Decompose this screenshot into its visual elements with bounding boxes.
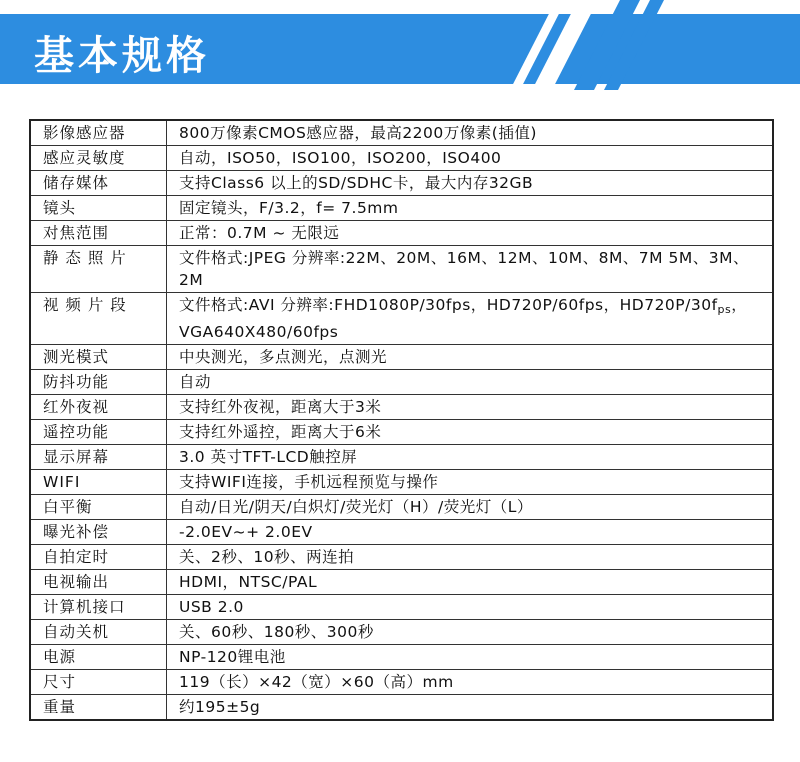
table-row bbox=[30, 246, 773, 293]
spec-value: NP-120锂电池 bbox=[167, 645, 774, 670]
spec-value: 关、60秒、180秒、300秒 bbox=[167, 620, 774, 645]
spec-label: WIFI bbox=[30, 470, 167, 495]
spec-label: 自动关机 bbox=[30, 620, 167, 645]
spec-label: 镜头 bbox=[30, 196, 167, 221]
spec-value: 800万像素CMOS感应器，最高2200万像素(插值) bbox=[167, 120, 774, 146]
spec-value: 正常：0.7M ~ 无限远 bbox=[167, 221, 774, 246]
table-row bbox=[30, 545, 773, 570]
spec-value: 固定镜头，F/3.2，f= 7.5mm bbox=[167, 196, 774, 221]
spec-value: 约195±5g bbox=[167, 695, 774, 721]
spec-label: 红外夜视 bbox=[30, 395, 167, 420]
spec-label: 计算机接口 bbox=[30, 595, 167, 620]
spec-value: -2.0EV~+ 2.0EV bbox=[167, 520, 774, 545]
table-row bbox=[30, 345, 773, 370]
spec-label: 电视输出 bbox=[30, 570, 167, 595]
table-row bbox=[30, 645, 773, 670]
table-row bbox=[30, 445, 773, 470]
table-row bbox=[30, 395, 773, 420]
spec-value: 中央测光，多点测光，点测光 bbox=[167, 345, 774, 370]
table-row bbox=[30, 120, 773, 146]
spec-label: 电源 bbox=[30, 645, 167, 670]
spec-value: HDMI，NTSC/PAL bbox=[167, 570, 774, 595]
spec-label: 感应灵敏度 bbox=[30, 146, 167, 171]
spec-label: 防抖功能 bbox=[30, 370, 167, 395]
table-row bbox=[30, 595, 773, 620]
spec-table bbox=[29, 119, 774, 721]
spec-label: 重量 bbox=[30, 695, 167, 721]
spec-value: 支持红外遥控，距离大于6米 bbox=[167, 420, 774, 445]
table-row bbox=[30, 146, 773, 171]
spec-value: 支持红外夜视，距离大于3米 bbox=[167, 395, 774, 420]
spec-label: 显示屏幕 bbox=[30, 445, 167, 470]
spec-label: 储存媒体 bbox=[30, 171, 167, 196]
table-row bbox=[30, 221, 773, 246]
spec-label: 静 态 照 片 bbox=[30, 246, 167, 293]
table-row bbox=[30, 520, 773, 545]
spec-label: 测光模式 bbox=[30, 345, 167, 370]
spec-label: 白平衡 bbox=[30, 495, 167, 520]
table-row bbox=[30, 495, 773, 520]
table-row bbox=[30, 420, 773, 445]
table-row bbox=[30, 620, 773, 645]
table-row bbox=[30, 196, 773, 221]
table-row bbox=[30, 293, 773, 345]
spec-value: 自动 bbox=[167, 370, 774, 395]
spec-value: 支持Class6 以上的SD/SDHC卡，最大内存32GB bbox=[167, 171, 774, 196]
table-row bbox=[30, 370, 773, 395]
spec-label: 影像感应器 bbox=[30, 120, 167, 146]
table-row bbox=[30, 171, 773, 196]
spec-value-subscript: ps bbox=[717, 303, 732, 316]
spec-label: 曝光补偿 bbox=[30, 520, 167, 545]
page-title: 基本规格 bbox=[34, 32, 210, 79]
spec-label: 对焦范围 bbox=[30, 221, 167, 246]
spec-value: 119（长）×42（宽）×60（高）mm bbox=[167, 670, 774, 695]
spec-value-main: 文件格式:AVI 分辨率:FHD1080P/30fps，HD720P/60fps，HD720P/30f bbox=[179, 296, 718, 314]
table-row bbox=[30, 570, 773, 595]
header-banner bbox=[0, 0, 800, 90]
spec-value: 支持WIFI连接，手机远程预览与操作 bbox=[167, 470, 774, 495]
spec-label: 遥控功能 bbox=[30, 420, 167, 445]
spec-value-tail: ，VGA640X480/60fps bbox=[179, 296, 748, 341]
spec-value: 文件格式:JPEG 分辨率:22M、20M、16M、12M、10M、8M、7M 5M、3M、2M bbox=[167, 246, 774, 293]
table-row bbox=[30, 470, 773, 495]
spec-label: 自拍定时 bbox=[30, 545, 167, 570]
spec-label: 尺寸 bbox=[30, 670, 167, 695]
spec-value: 自动/日光/阴天/白炽灯/荧光灯（H）/荧光灯（L） bbox=[167, 495, 774, 520]
table-row bbox=[30, 670, 773, 695]
spec-value: 3.0 英寸TFT-LCD触控屏 bbox=[167, 445, 774, 470]
spec-value bbox=[167, 293, 774, 345]
spec-label: 视 频 片 段 bbox=[30, 293, 167, 345]
spec-value: 自动，ISO50，ISO100，ISO200，ISO400 bbox=[167, 146, 774, 171]
spec-value: USB 2.0 bbox=[167, 595, 774, 620]
spec-value: 关、2秒、10秒、两连拍 bbox=[167, 545, 774, 570]
table-row bbox=[30, 695, 773, 721]
